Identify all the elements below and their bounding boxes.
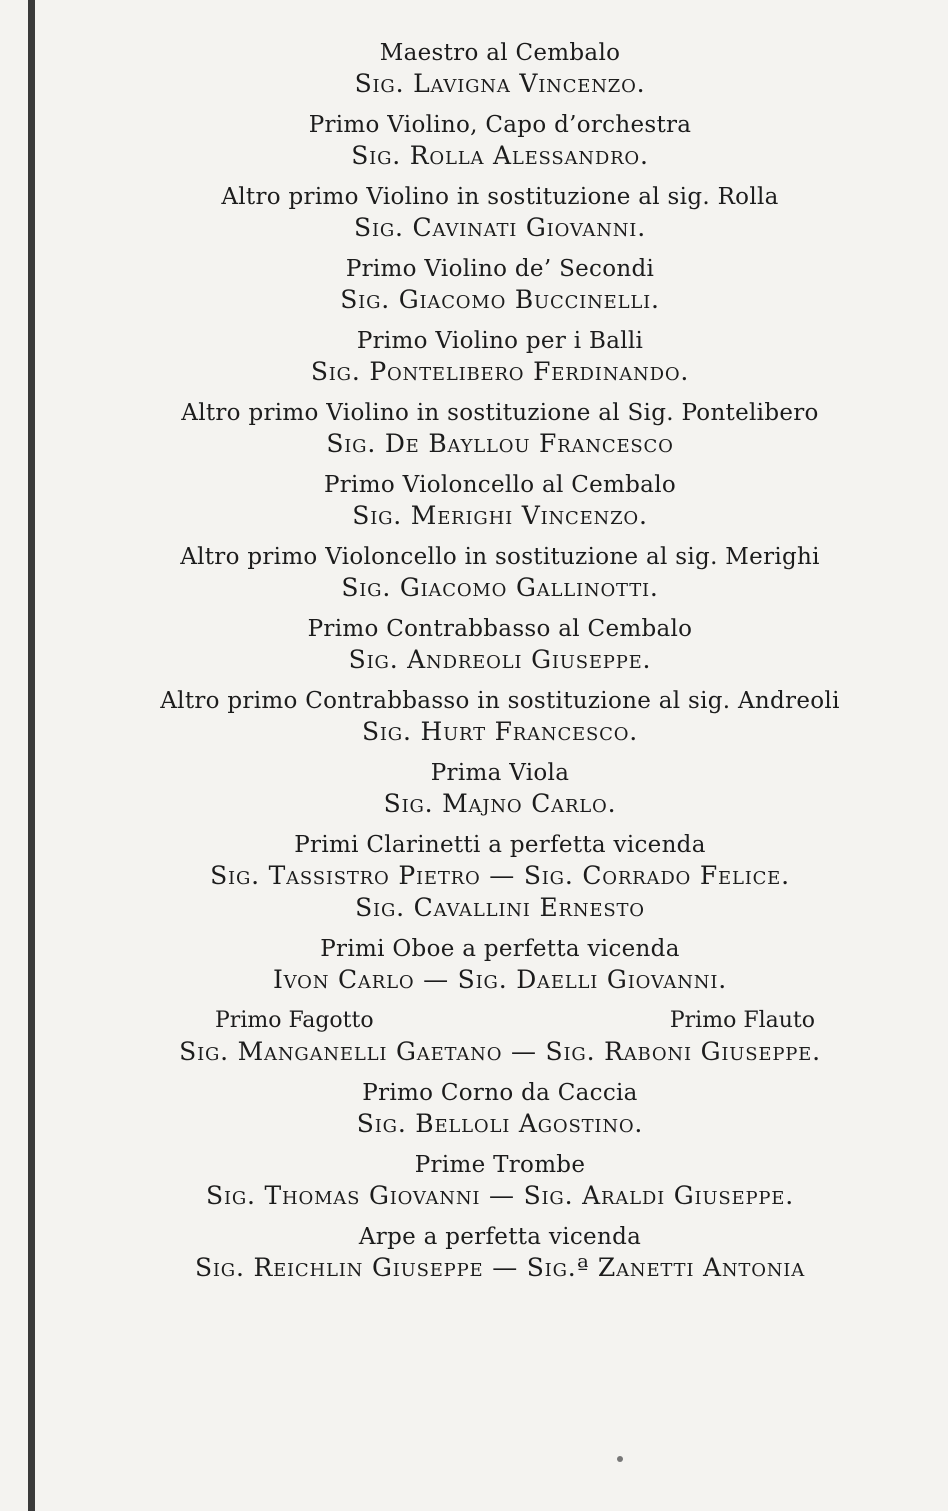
role-label: Primo Violino, Capo d’orchestra <box>308 112 692 138</box>
entry-primi-clarinetti <box>60 830 940 924</box>
entry-altro-primo-violoncello <box>60 542 940 604</box>
performer-name: Sig. Belloli Agostino. <box>356 1109 644 1138</box>
entry-primo-contrabbasso <box>60 614 940 676</box>
performer-name: Sig. Cavallini Ernesto <box>355 893 645 922</box>
role-label: Primo Violino de’ Secondi <box>345 256 655 282</box>
ink-speck <box>617 1456 623 1462</box>
performer-name: Sig. Cavinati Giovanni. <box>354 213 646 242</box>
entry-altro-primo-contrabbasso <box>60 686 940 748</box>
performer-name: Sig. Lavigna Vincenzo. <box>354 69 646 98</box>
performer-name: Sig. Giacomo Buccinelli. <box>340 285 660 314</box>
entry-altro-primo-violino-pontelibero <box>60 398 940 460</box>
entry-fagotto-flauto <box>60 1006 940 1068</box>
role-label-right: Primo Flauto <box>669 1008 815 1033</box>
performer-name: Sig. Hurt Francesco. <box>361 717 639 746</box>
entry-primo-violoncello <box>60 470 940 532</box>
role-label: Primi Oboe a perfetta vicenda <box>320 936 680 962</box>
role-label: Altro primo Violino in sostituzione al Sig. Pontelibero <box>181 400 819 426</box>
performer-name: Ivon Carlo — Sig. Daelli Giovanni. <box>272 965 727 994</box>
role-label: Primo Violino per i Balli <box>356 328 644 354</box>
entry-altro-primo-violino-rolla <box>60 182 940 244</box>
performer-name: Sig. Majno Carlo. <box>383 789 617 818</box>
performer-name: Sig. Andreoli Giuseppe. <box>348 645 652 674</box>
entry-prime-trombe <box>60 1150 940 1212</box>
performer-name: Sig. Manganelli Gaetano — Sig. Raboni Giuseppe. <box>179 1037 821 1066</box>
entry-primo-violino <box>60 110 940 172</box>
performer-name: Sig. Pontelibero Ferdinando. <box>310 357 690 386</box>
role-label: Primi Clarinetti a perfetta vicenda <box>294 832 706 858</box>
binding-edge <box>28 0 35 1511</box>
performer-name: Sig. Giacomo Gallinotti. <box>341 573 659 602</box>
role-label: Altro primo Violino in sostituzione al sig. Rolla <box>221 184 779 210</box>
role-label: Primo Violoncello al Cembalo <box>323 472 677 498</box>
role-label: Altro primo Violoncello in sostituzione al sig. Merighi <box>180 544 820 570</box>
role-label-left: Primo Fagotto <box>215 1008 374 1033</box>
entry-maestro-cembalo <box>60 38 940 100</box>
entry-primo-violino-balli <box>60 326 940 388</box>
paired-role-labels <box>185 1006 815 1036</box>
performer-name: Sig. Merighi Vincenzo. <box>352 501 648 530</box>
orchestra-roster-page <box>60 38 940 1284</box>
role-label: Altro primo Contrabbasso in sostituzione al sig. Andreoli <box>160 688 840 714</box>
performer-name: Sig. De Bayllou Francesco <box>326 429 674 458</box>
entry-arpe <box>60 1222 940 1284</box>
role-label: Prime Trombe <box>414 1152 586 1178</box>
role-label: Maestro al Cembalo <box>379 40 621 66</box>
performer-name: Sig. Thomas Giovanni — Sig. Araldi Giuseppe. <box>206 1181 794 1210</box>
role-label: Arpe a perfetta vicenda <box>358 1224 642 1250</box>
entry-primo-violino-secondi <box>60 254 940 316</box>
role-label: Prima Viola <box>430 760 570 786</box>
entry-prima-viola <box>60 758 940 820</box>
entry-primi-oboe <box>60 934 940 996</box>
performer-name: Sig. Reichlin Giuseppe — Sig.ª Zanetti Antonia <box>194 1253 806 1282</box>
performer-name: Sig. Tassistro Pietro — Sig. Corrado Felice. <box>210 861 790 890</box>
performer-name: Sig. Rolla Alessandro. <box>351 141 649 170</box>
role-label: Primo Corno da Caccia <box>362 1080 638 1106</box>
entry-primo-corno <box>60 1078 940 1140</box>
role-label: Primo Contrabbasso al Cembalo <box>307 616 693 642</box>
